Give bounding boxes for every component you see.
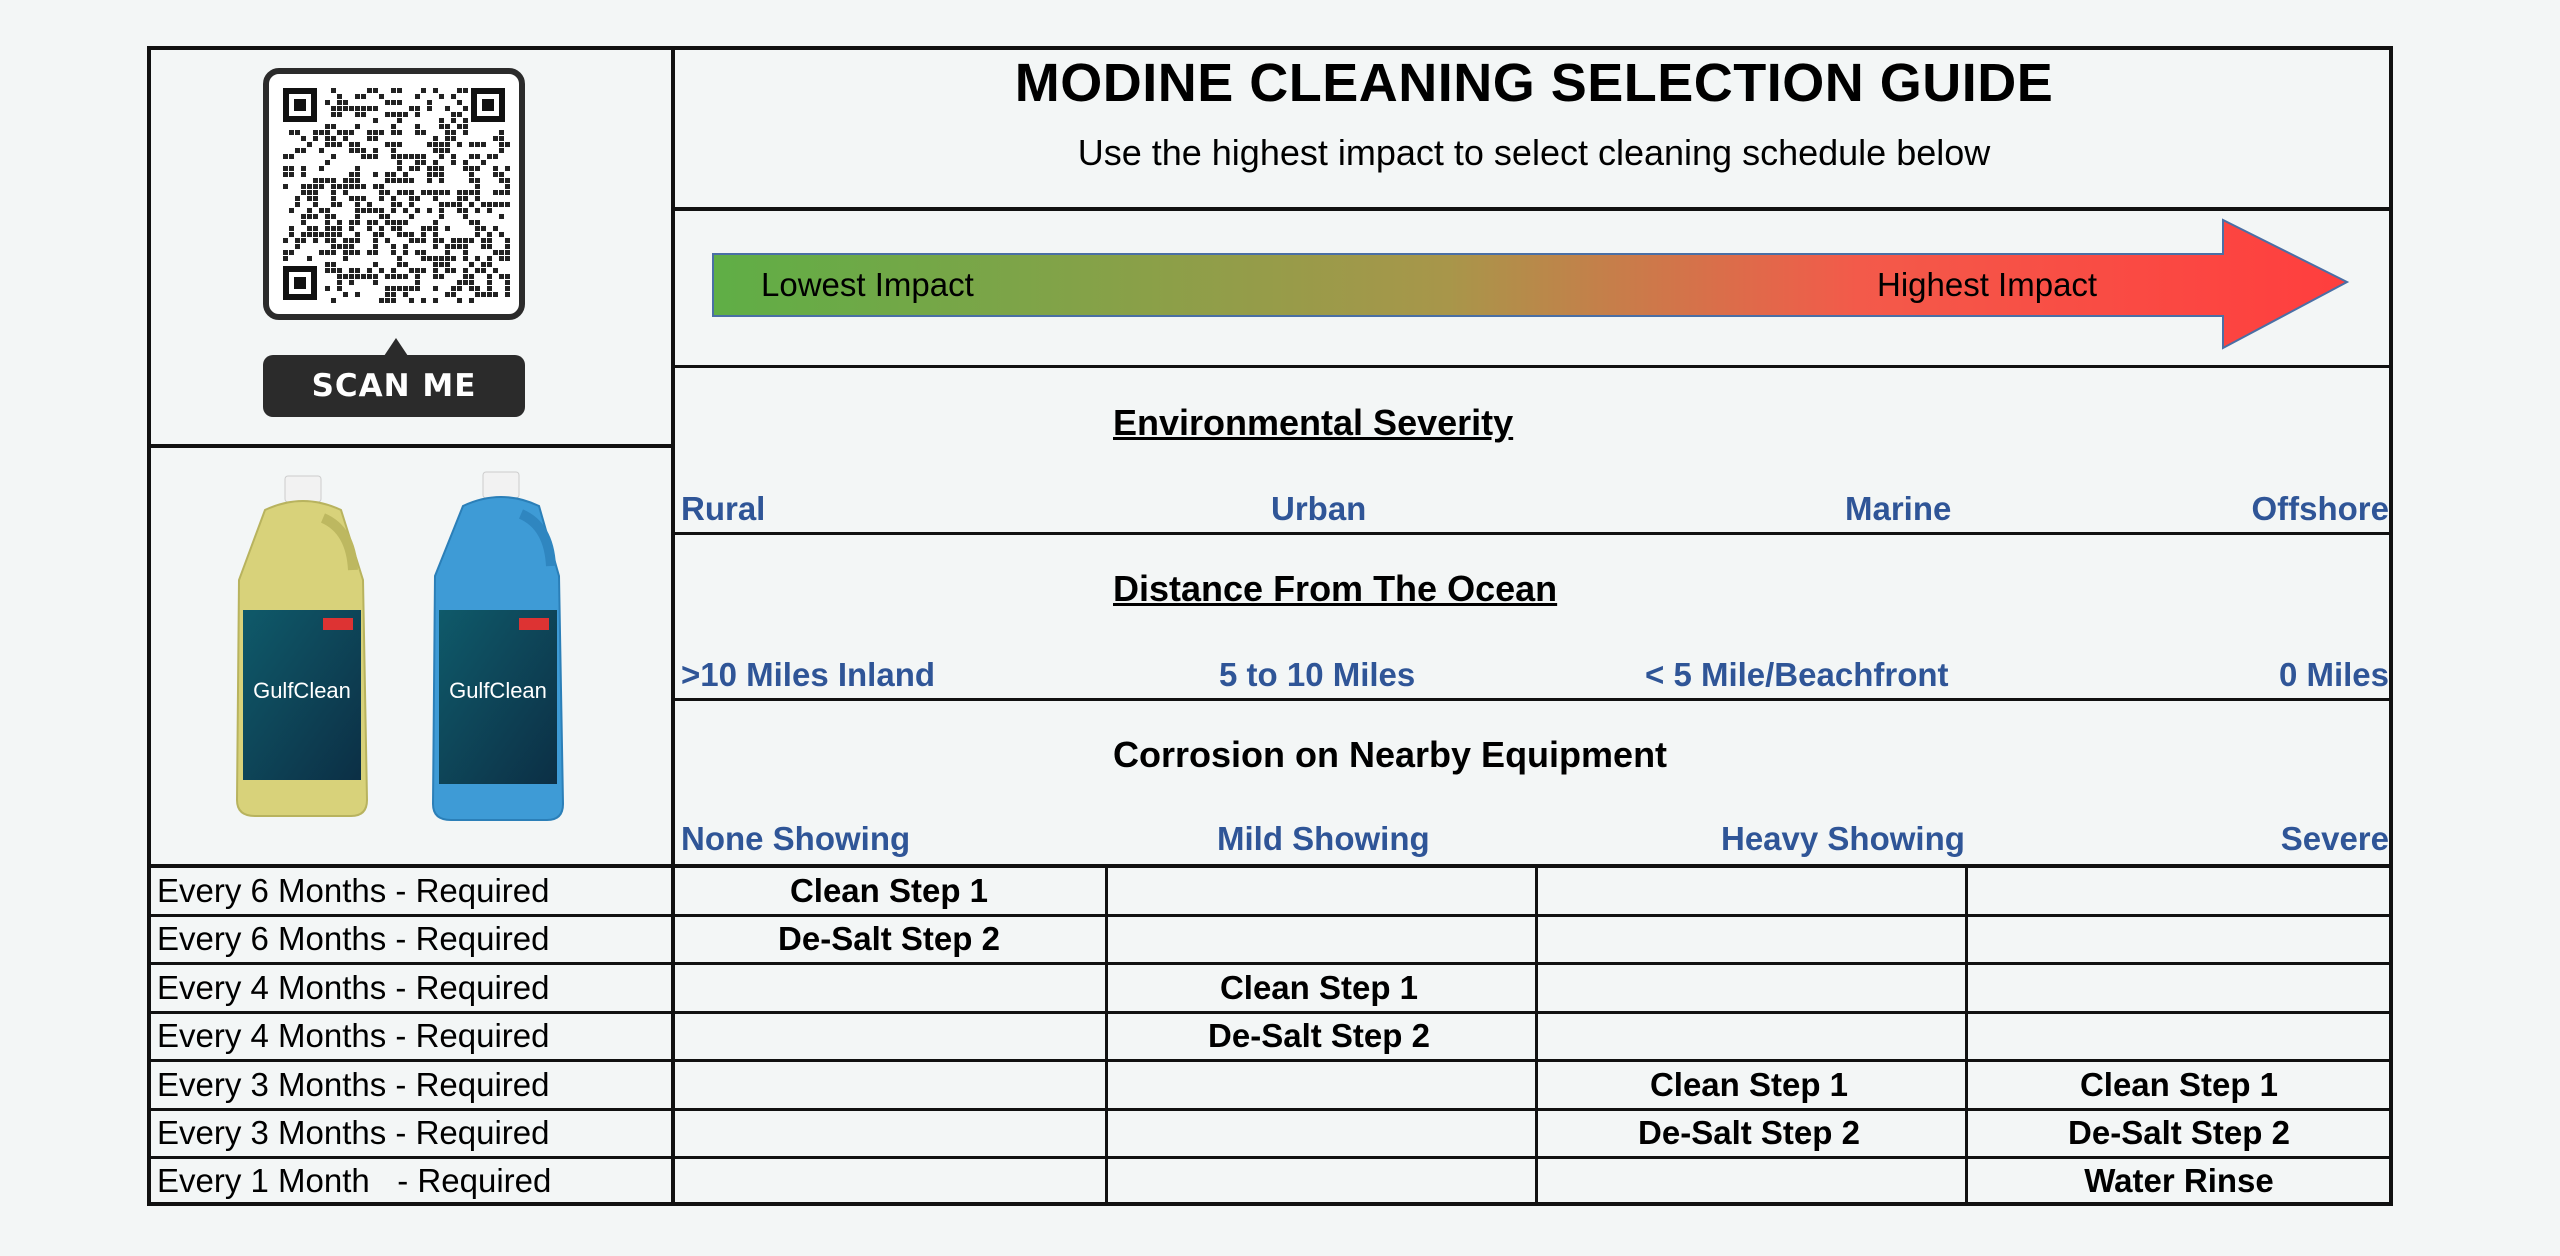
level-5-to-10-miles: 5 to 10 Miles <box>1219 656 1416 693</box>
schedule-row-divider <box>151 1059 2393 1062</box>
qr-code-icon <box>269 74 519 314</box>
level-severe: Severe <box>2280 820 2389 857</box>
schedule-table <box>151 868 2393 1202</box>
schedule-cell: De-Salt Step 2 <box>1208 1017 1430 1054</box>
schedule-cell: Clean Step 1 <box>789 872 989 909</box>
level-rural: Rural <box>681 490 766 527</box>
level-0-miles: 0 Miles <box>2278 656 2389 693</box>
schedule-row-divider <box>151 962 2393 965</box>
schedule-row-divider <box>151 1011 2393 1014</box>
schedule-row-label: Every 6 Months - Required <box>157 872 550 909</box>
environmental-severity-heading: Environmental Severity <box>1113 402 1514 443</box>
lowest-impact-label: Lowest Impact <box>761 266 974 303</box>
blue-bottle-icon <box>433 472 563 820</box>
cleaning-selection-guide <box>147 46 2393 1206</box>
schedule-cell: Clean Step 1 <box>1219 969 1419 1006</box>
qr-code[interactable] <box>263 68 525 320</box>
schedule-row-label: Every 3 Months - Required <box>157 1066 550 1103</box>
schedule-row-label: Every 6 Months - Required <box>157 920 550 957</box>
scan-me-label: SCAN ME <box>263 355 525 417</box>
schedule-cell: Clean Step 1 <box>2079 1066 2279 1103</box>
page-subtitle: Use the highest impact to select cleaning schedule below <box>1077 132 1991 173</box>
schedule-cell: De-Salt Step 2 <box>778 920 1000 957</box>
highest-impact-label: Highest Impact <box>1877 266 2098 303</box>
qr-divider <box>151 444 671 448</box>
schedule-row-divider <box>151 1108 2393 1111</box>
level-heavy-showing: Heavy Showing <box>1721 820 1965 857</box>
scan-me-pointer <box>384 338 408 356</box>
section1-divider <box>675 532 2393 535</box>
schedule-cell: De-Salt Step 2 <box>2068 1114 2290 1151</box>
corrosion-heading: Corrosion on Nearby Equipment <box>1113 734 1668 775</box>
yellow-bottle-icon <box>237 476 367 816</box>
level-inland: >10 Miles Inland <box>681 656 936 693</box>
level-urban: Urban <box>1271 490 1367 527</box>
level-marine: Marine <box>1845 490 1952 527</box>
schedule-row-label: Every 1 Month - Required <box>157 1162 552 1199</box>
level-mild-showing: Mild Showing <box>1217 820 1430 857</box>
bottle-right-brand: GulfClean <box>449 678 547 703</box>
level-none-showing: None Showing <box>681 820 911 857</box>
header-divider <box>675 207 2393 211</box>
level-beachfront: < 5 Mile/Beachfront <box>1645 656 1949 693</box>
distance-ocean-heading: Distance From The Ocean <box>1113 568 1558 609</box>
bottle-left-brand: GulfClean <box>253 678 351 703</box>
schedule-row-divider <box>151 914 2393 917</box>
schedule-cell: Clean Step 1 <box>1649 1066 1849 1103</box>
schedule-cell: De-Salt Step 2 <box>1638 1114 1860 1151</box>
page-title: MODINE CLEANING SELECTION GUIDE <box>1014 53 2054 113</box>
arrow-divider <box>675 365 2393 368</box>
product-bottles-image <box>173 470 673 870</box>
section2-divider <box>675 698 2393 701</box>
schedule-row-divider <box>151 1156 2393 1159</box>
schedule-row-label: Every 3 Months - Required <box>157 1114 550 1151</box>
schedule-cell: Water Rinse <box>2084 1162 2274 1199</box>
level-offshore: Offshore <box>2251 490 2389 527</box>
schedule-row-label: Every 4 Months - Required <box>157 1017 550 1054</box>
schedule-row-label: Every 4 Months - Required <box>157 969 550 1006</box>
